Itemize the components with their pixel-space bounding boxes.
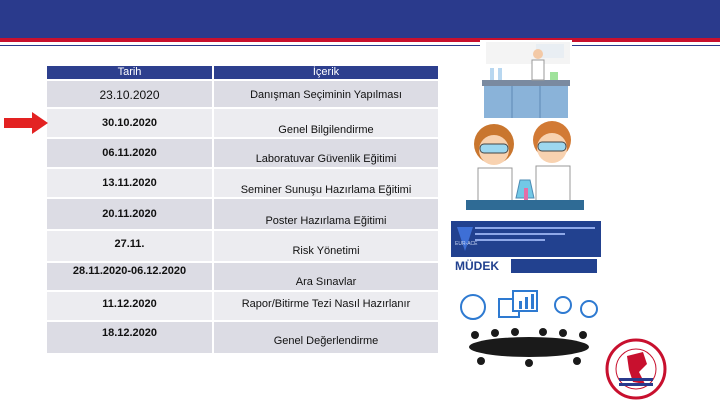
table-header-date-label: Tarih: [117, 66, 142, 78]
table-row-topic: [214, 81, 438, 107]
row-topic-text: Ara Sınavlar: [295, 276, 357, 288]
table-header-date: [47, 66, 212, 79]
table-row-date: [47, 263, 212, 290]
table-row-topic: [214, 169, 438, 197]
table-row-date: [47, 322, 212, 353]
row-date-text: 27.11.: [114, 238, 145, 250]
table-row-topic: [214, 109, 438, 137]
row-topic-text: Genel Bilgilendirme: [278, 124, 374, 136]
row-topic-text: Genel Değerlendirme: [273, 335, 379, 347]
table-row-topic: [214, 322, 438, 353]
table-row-date: [47, 231, 212, 261]
table-row-date: [47, 199, 212, 229]
row-topic-text: Poster Hazırlama Eğitimi: [265, 215, 387, 227]
table-row-topic: [214, 292, 438, 320]
table-row-date: [47, 109, 212, 137]
row-date-text: 18.12.2020: [101, 327, 158, 339]
row-date-text: 06.11.2020: [102, 147, 157, 159]
row-topic-text: Risk Yönetimi: [292, 245, 360, 257]
table-row-date: [47, 81, 212, 107]
table-header-topic: [214, 66, 438, 79]
row-date-text: 28.11.2020-06.12.2020: [72, 265, 187, 277]
kids-science-illustration: [460, 118, 590, 214]
top-banner: [0, 0, 720, 38]
laboratory-illustration: [480, 40, 572, 120]
row-date-text: 13.11.2020: [102, 177, 157, 189]
table-row-topic: [214, 263, 438, 290]
table-header-topic-label: İçerik: [312, 66, 340, 78]
row-date-text: 23.10.2020: [99, 88, 160, 102]
table-row-date: [47, 139, 212, 167]
current-row-arrow-icon: [4, 112, 48, 134]
row-topic-text: Laboratuvar Güvenlik Eğitimi: [255, 153, 397, 165]
row-date-text: 11.12.2020: [102, 298, 157, 310]
university-emblem-logo: [605, 338, 667, 400]
row-topic-text: Danışman Seçiminin Yapılması: [250, 89, 402, 101]
mudek-logo-text: MÜDEK: [455, 259, 499, 273]
schedule-table: [47, 66, 438, 353]
row-topic-text: Rapor/Bitirme Tezi Nasıl Hazırlanır: [241, 298, 411, 310]
enaee-logo-text: EUR-ACE: [455, 241, 478, 247]
table-row-date: [47, 169, 212, 197]
table-row-topic: [214, 139, 438, 167]
row-date-text: 30.10.2020: [101, 117, 158, 129]
top-banner-thin-line: [0, 45, 720, 46]
row-date-text: 20.11.2020: [102, 208, 157, 220]
meeting-illustration: [455, 285, 603, 369]
row-topic-text: Seminer Sunuşu Hazırlama Eğitimi: [240, 184, 412, 196]
table-row-date: [47, 292, 212, 320]
mudek-logo: [451, 221, 601, 275]
table-row-topic: [214, 199, 438, 229]
table-row-topic: [214, 231, 438, 261]
